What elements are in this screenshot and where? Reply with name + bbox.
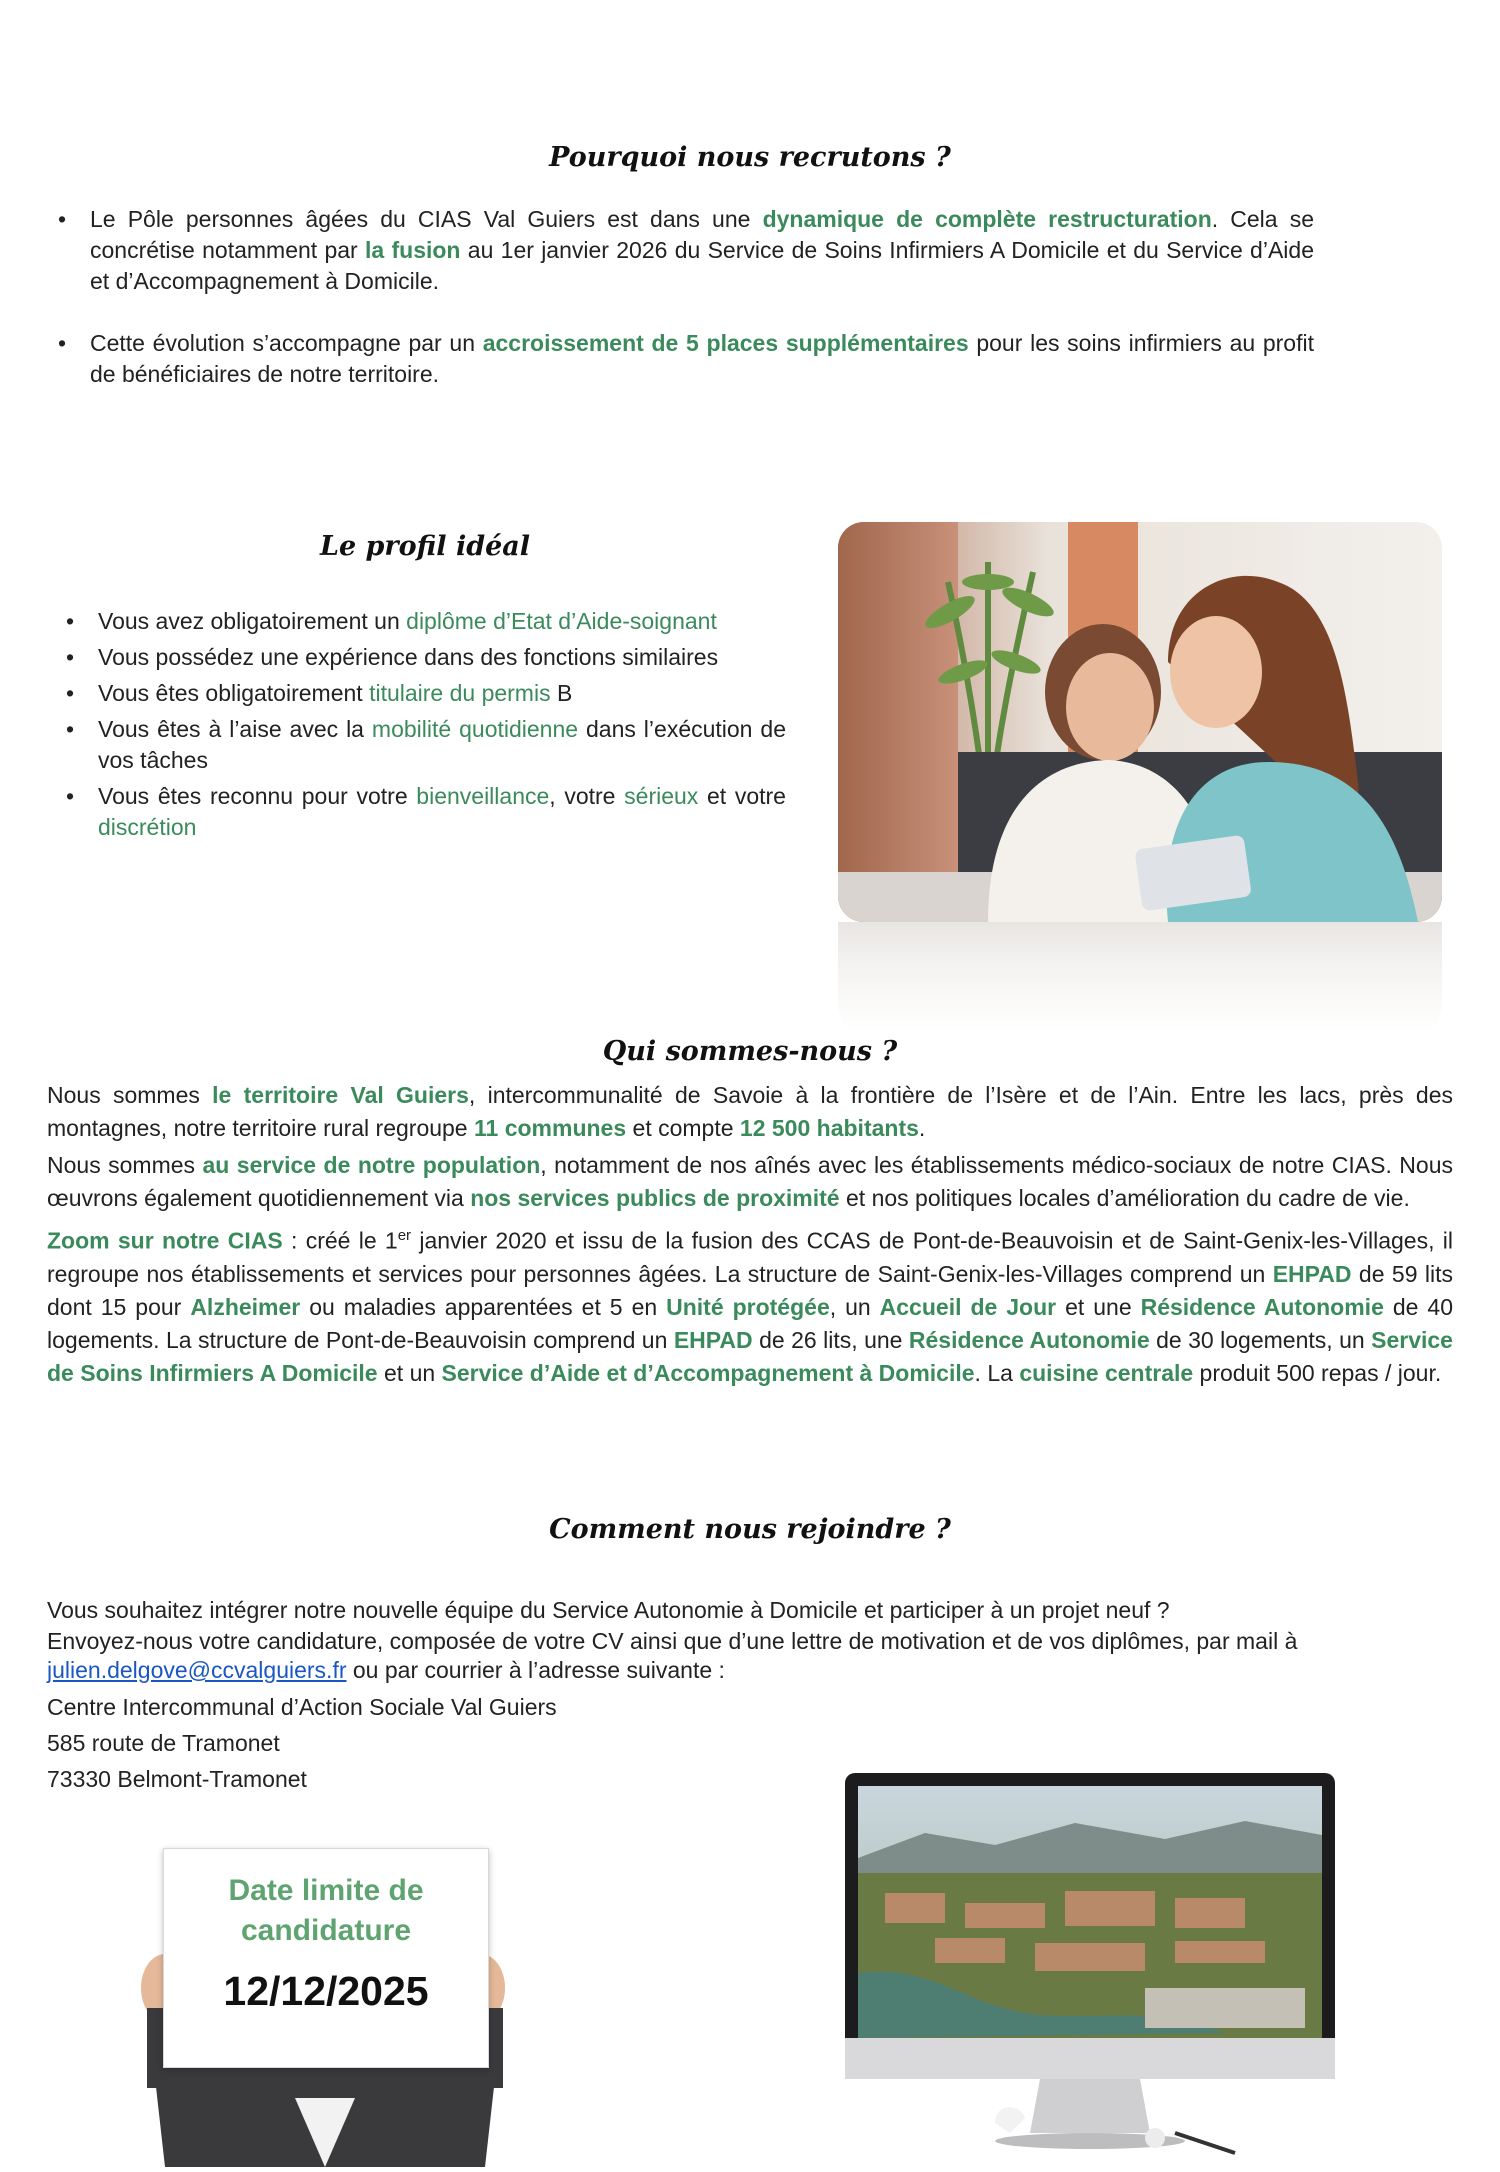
comment-line-1: Vous souhaitez intégrer notre nouvelle équipe du Service Autonomie à Domicile et participer à un projet neuf ? [47, 1597, 1170, 1623]
photo-reflection [838, 922, 1442, 1032]
deadline-illustration [135, 1848, 515, 2167]
comment-section [47, 1594, 1457, 1797]
profil-item-3: • Vous êtes obligatoirement titulaire du permis B [56, 678, 786, 709]
qui-paragraph-3: Zoom sur notre CIAS : créé le 1er janvier 2020 et issu de la fusion des CCAS de Pont-de-Beauvoisin et de Saint-Genix-les-Villages, il regroupe nos établissements et services pour personnes âgées. La structure de Saint-Genix-les-Villages comprend un EHPAD de 59 lits dont 15 pour Alzheimer ou maladies apparentées et 5 en Unité protégée, un Accueil de Jour et une Résidence Autonomie de 40 logements. La structure de Pont-de-Beauvoisin comprend un EHPAD de 26 lits, une Résidence Autonomie de 30 logements, un Service de Soins Infirmiers A Domicile et un Service d’Aide et d’Accompagnement à Domicile. La cuisine centrale produit 500 repas / jour. [47, 1227, 1453, 1386]
heading-qui: Qui sommes-nous ? [602, 1036, 898, 1067]
deadline-date: 12/12/2025 [223, 1968, 429, 2014]
heading-pourquoi: Pourquoi nous recrutons ? [549, 142, 951, 173]
address-line-2: 585 route de Tramonet [47, 1730, 280, 1756]
monitor-illustration [845, 1773, 1335, 2167]
qui-section [47, 1079, 1453, 1390]
address-line-1: Centre Intercommunal d’Action Sociale Val Guiers [47, 1694, 557, 1720]
pourquoi-item-2: • Cette évolution s’accompagne par un accroissement de 5 places supplémentaires pour les soins infirmiers au profit de bénéficiaires de notre territoire. [48, 328, 1314, 390]
profil-item-4: • Vous êtes à l’aise avec la mobilité quotidienne dans l’exécution de vos tâches [56, 714, 786, 776]
deadline-label-2: candidature [240, 1914, 412, 1947]
profil-item-1: • Vous avez obligatoirement un diplôme d’Etat d’Aide-soignant [56, 606, 786, 637]
heading-comment: Comment nous rejoindre ? [549, 1514, 951, 1545]
pourquoi-list [48, 204, 1314, 390]
address-line-3: 73330 Belmont-Tramonet [47, 1766, 307, 1792]
heading-profil: Le profil idéal [319, 531, 531, 562]
profil-list [56, 606, 786, 843]
deadline-label-1: Date limite de [228, 1874, 424, 1907]
comment-line-2: Envoyez-nous votre candidature, composée de votre CV ainsi que d’une lettre de motivation et de vos diplômes, par mail à julien.delgove@ccvalguiers.fr ou par courrier à l’adresse suivante : [47, 1628, 1298, 1683]
qui-paragraph-1: Nous sommes le territoire Val Guiers, intercommunalité de Savoie à la frontière de l’Isère et de l’Ain. Entre les lacs, près des montagnes, notre territoire rural regroupe 11 communes et compte 12 500 habitants. [47, 1082, 1454, 1141]
caregiver-photo [838, 522, 1442, 922]
qui-paragraph-2: Nous sommes au service de notre population, notamment de nos aînés avec les établissements médico-sociaux de notre CIAS. Nous œuvrons également quotidiennement via nos services publics de proximité et nos politiques locales d’amélioration du cadre de vie. [47, 1152, 1453, 1211]
email-link[interactable]: julien.delgove@ccvalguiers.fr [47, 1657, 347, 1683]
profil-item-5: • Vous êtes reconnu pour votre bienveillance, votre sérieux et votre discrétion [56, 781, 786, 843]
profil-item-2: • Vous possédez une expérience dans des fonctions similaires [56, 642, 786, 673]
pourquoi-item-1: • Le Pôle personnes âgées du CIAS Val Guiers est dans une dynamique de complète restructuration. Cela se concrétise notamment par la fusion au 1er janvier 2026 du Service de Soins Infirmiers A Domicile et du Service d’Aide et d’Accompagnement à Domicile. [48, 204, 1314, 297]
deadline-sign [163, 1848, 489, 2068]
